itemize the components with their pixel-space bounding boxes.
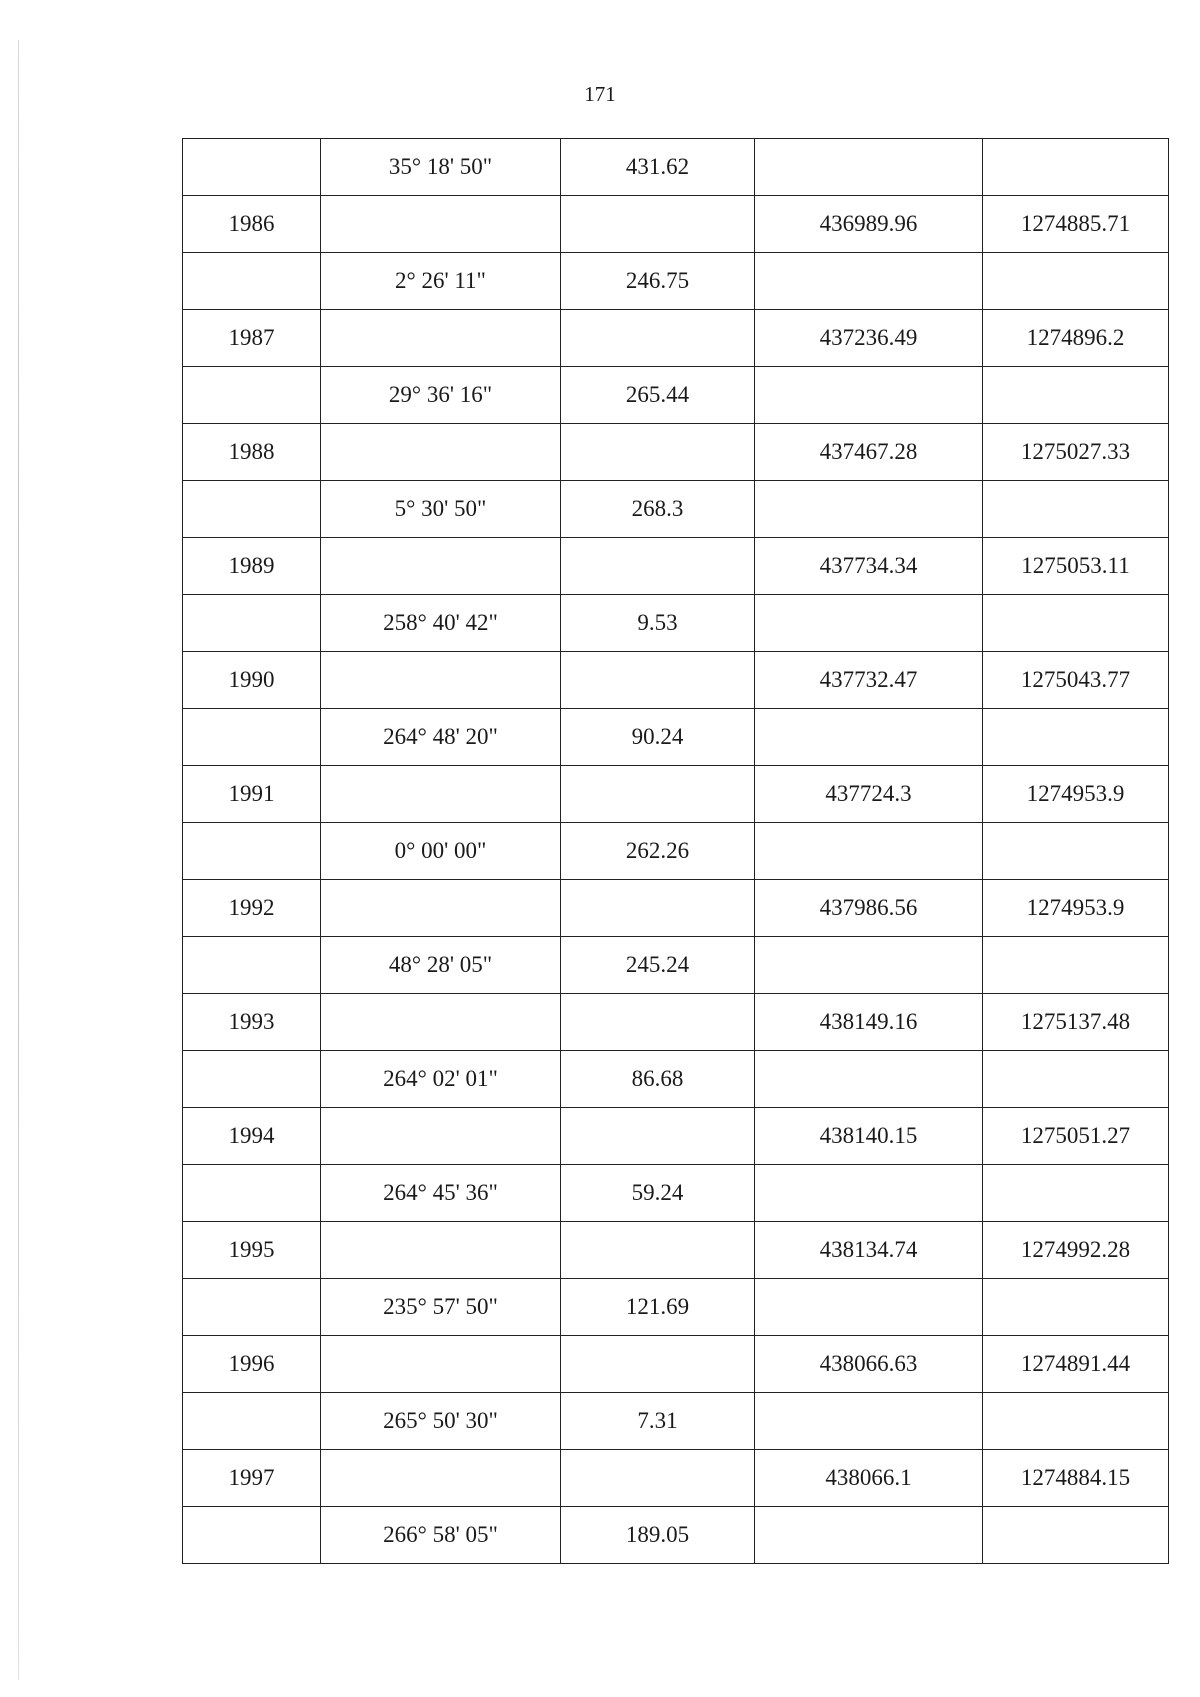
cell-point: 1988: [183, 424, 321, 481]
cell-distance: 9.53: [561, 595, 755, 652]
scan-edge-line: [18, 40, 19, 1680]
cell-easting: 438134.74: [755, 1222, 983, 1279]
cell-bearing: 2° 26' 11": [321, 253, 561, 310]
cell-bearing: [321, 538, 561, 595]
cell-point: [183, 1051, 321, 1108]
cell-easting: 437986.56: [755, 880, 983, 937]
cell-northing: [983, 823, 1169, 880]
cell-northing: 1274896.2: [983, 310, 1169, 367]
cell-point: [183, 823, 321, 880]
cell-point: 1990: [183, 652, 321, 709]
cell-point: 1994: [183, 1108, 321, 1165]
cell-point: 1995: [183, 1222, 321, 1279]
cell-easting: [755, 595, 983, 652]
cell-distance: 189.05: [561, 1507, 755, 1564]
cell-bearing: 264° 45' 36": [321, 1165, 561, 1222]
cell-easting: [755, 1393, 983, 1450]
cell-easting: 438066.63: [755, 1336, 983, 1393]
table-row: [183, 1108, 1169, 1165]
cell-bearing: [321, 1108, 561, 1165]
cell-distance: [561, 652, 755, 709]
cell-bearing: [321, 1450, 561, 1507]
cell-distance: 7.31: [561, 1393, 755, 1450]
table-row: [183, 310, 1169, 367]
cell-northing: 1274884.15: [983, 1450, 1169, 1507]
table-row: [183, 652, 1169, 709]
cell-bearing: [321, 880, 561, 937]
table-body: [183, 139, 1169, 1564]
table-row: [183, 1165, 1169, 1222]
cell-northing: [983, 595, 1169, 652]
cell-distance: [561, 196, 755, 253]
cell-point: [183, 709, 321, 766]
table-row: [183, 481, 1169, 538]
cell-point: [183, 595, 321, 652]
cell-distance: [561, 766, 755, 823]
cell-distance: [561, 1108, 755, 1165]
cell-northing: [983, 1165, 1169, 1222]
table-row: [183, 139, 1169, 196]
cell-bearing: 5° 30' 50": [321, 481, 561, 538]
cell-point: 1996: [183, 1336, 321, 1393]
table-row: [183, 937, 1169, 994]
cell-bearing: [321, 424, 561, 481]
cell-easting: [755, 481, 983, 538]
table-row: [183, 538, 1169, 595]
cell-bearing: 258° 40' 42": [321, 595, 561, 652]
cell-bearing: [321, 994, 561, 1051]
cell-easting: [755, 139, 983, 196]
cell-northing: [983, 139, 1169, 196]
table-row: [183, 880, 1169, 937]
cell-easting: 437734.34: [755, 538, 983, 595]
page-number: 171: [584, 82, 616, 106]
cell-easting: [755, 1279, 983, 1336]
cell-easting: 437732.47: [755, 652, 983, 709]
table-row: [183, 1222, 1169, 1279]
cell-point: 1997: [183, 1450, 321, 1507]
cell-point: [183, 937, 321, 994]
cell-easting: 437467.28: [755, 424, 983, 481]
cell-point: [183, 1507, 321, 1564]
cell-northing: [983, 481, 1169, 538]
cell-northing: [983, 709, 1169, 766]
cell-easting: 437236.49: [755, 310, 983, 367]
cell-northing: [983, 253, 1169, 310]
cell-bearing: [321, 1336, 561, 1393]
table-row: [183, 709, 1169, 766]
cell-distance: [561, 310, 755, 367]
cell-bearing: [321, 652, 561, 709]
table-row: [183, 595, 1169, 652]
cell-bearing: [321, 1222, 561, 1279]
cell-northing: 1275051.27: [983, 1108, 1169, 1165]
cell-distance: 245.24: [561, 937, 755, 994]
cell-easting: [755, 1051, 983, 1108]
cell-distance: [561, 1450, 755, 1507]
cell-distance: 262.26: [561, 823, 755, 880]
cell-distance: [561, 1336, 755, 1393]
cell-bearing: 0° 00' 00": [321, 823, 561, 880]
table-row: [183, 766, 1169, 823]
table-row: [183, 1336, 1169, 1393]
cell-distance: 86.68: [561, 1051, 755, 1108]
cell-easting: [755, 709, 983, 766]
table-row: [183, 994, 1169, 1051]
cell-easting: [755, 823, 983, 880]
cell-northing: 1275137.48: [983, 994, 1169, 1051]
cell-bearing: 264° 48' 20": [321, 709, 561, 766]
cell-bearing: 48° 28' 05": [321, 937, 561, 994]
cell-easting: [755, 1507, 983, 1564]
cell-point: 1986: [183, 196, 321, 253]
cell-distance: [561, 880, 755, 937]
cell-bearing: 266° 58' 05": [321, 1507, 561, 1564]
cell-northing: 1275027.33: [983, 424, 1169, 481]
table-row: [183, 424, 1169, 481]
cell-bearing: 265° 50' 30": [321, 1393, 561, 1450]
cell-point: 1987: [183, 310, 321, 367]
cell-point: [183, 367, 321, 424]
cell-point: [183, 139, 321, 196]
traverse-coordinates-table: [182, 138, 1169, 1564]
cell-distance: [561, 538, 755, 595]
table-row: [183, 1051, 1169, 1108]
cell-northing: 1275053.11: [983, 538, 1169, 595]
table-row: [183, 367, 1169, 424]
cell-point: 1991: [183, 766, 321, 823]
cell-distance: 431.62: [561, 139, 755, 196]
cell-easting: 436989.96: [755, 196, 983, 253]
cell-point: [183, 481, 321, 538]
cell-northing: [983, 1507, 1169, 1564]
cell-bearing: 35° 18' 50": [321, 139, 561, 196]
table-row: [183, 1279, 1169, 1336]
cell-bearing: [321, 310, 561, 367]
cell-distance: 246.75: [561, 253, 755, 310]
cell-northing: [983, 1279, 1169, 1336]
cell-bearing: 264° 02' 01": [321, 1051, 561, 1108]
cell-distance: 59.24: [561, 1165, 755, 1222]
cell-bearing: [321, 766, 561, 823]
cell-easting: [755, 253, 983, 310]
cell-distance: 121.69: [561, 1279, 755, 1336]
cell-northing: [983, 1393, 1169, 1450]
cell-point: 1992: [183, 880, 321, 937]
cell-distance: 265.44: [561, 367, 755, 424]
cell-easting: 438149.16: [755, 994, 983, 1051]
cell-bearing: [321, 196, 561, 253]
cell-easting: [755, 367, 983, 424]
table-row: [183, 1507, 1169, 1564]
cell-bearing: 29° 36' 16": [321, 367, 561, 424]
cell-easting: 438066.1: [755, 1450, 983, 1507]
cell-distance: [561, 994, 755, 1051]
cell-point: [183, 253, 321, 310]
cell-northing: [983, 1051, 1169, 1108]
table-row: [183, 1450, 1169, 1507]
table-row: [183, 823, 1169, 880]
cell-point: 1989: [183, 538, 321, 595]
cell-point: 1993: [183, 994, 321, 1051]
table-row: [183, 196, 1169, 253]
cell-northing: 1274953.9: [983, 766, 1169, 823]
cell-northing: 1274885.71: [983, 196, 1169, 253]
cell-point: [183, 1393, 321, 1450]
cell-distance: [561, 424, 755, 481]
cell-distance: 90.24: [561, 709, 755, 766]
cell-point: [183, 1165, 321, 1222]
cell-northing: [983, 367, 1169, 424]
cell-northing: 1274891.44: [983, 1336, 1169, 1393]
cell-northing: 1275043.77: [983, 652, 1169, 709]
cell-distance: 268.3: [561, 481, 755, 538]
cell-easting: [755, 1165, 983, 1222]
cell-northing: 1274992.28: [983, 1222, 1169, 1279]
cell-northing: 1274953.9: [983, 880, 1169, 937]
cell-northing: [983, 937, 1169, 994]
cell-distance: [561, 1222, 755, 1279]
table-row: [183, 253, 1169, 310]
cell-bearing: 235° 57' 50": [321, 1279, 561, 1336]
table-row: [183, 1393, 1169, 1450]
cell-easting: [755, 937, 983, 994]
cell-point: [183, 1279, 321, 1336]
cell-easting: 438140.15: [755, 1108, 983, 1165]
cell-easting: 437724.3: [755, 766, 983, 823]
